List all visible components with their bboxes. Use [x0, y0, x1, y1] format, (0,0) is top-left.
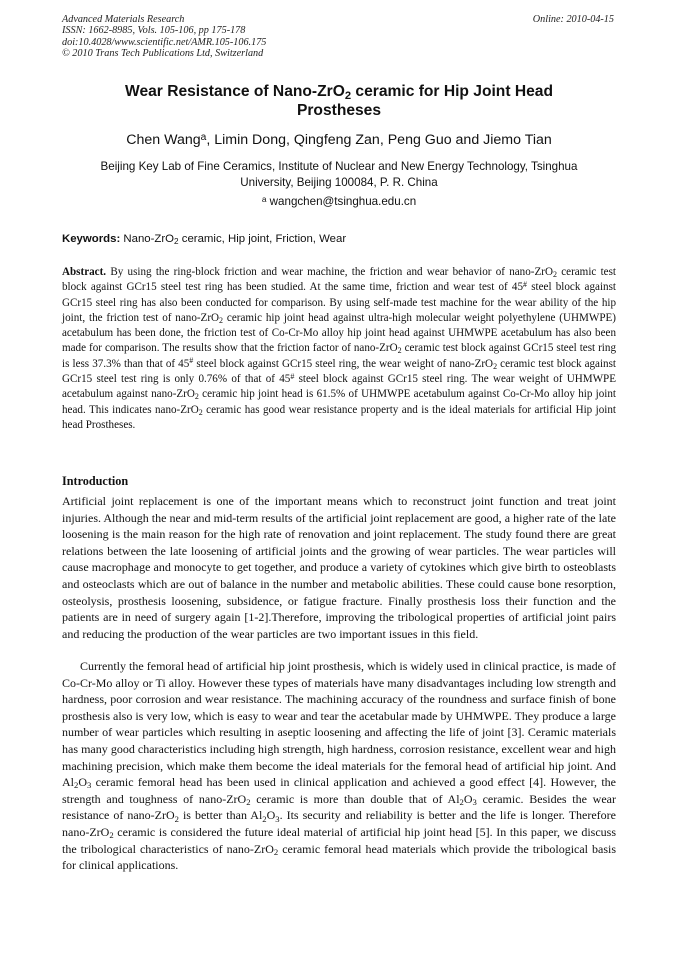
keywords [62, 232, 616, 247]
author-name: Chen Wang [126, 132, 201, 148]
subscript: 2 [493, 361, 498, 371]
abstract-text: ceramic has good wear resistance property and is the ideal materials for artificial Hip joint head Prostheses. [62, 403, 616, 431]
author-superscript: a [200, 131, 207, 143]
abstract [62, 265, 616, 433]
abstract-text: ceramic test block against GCr15 steel test ring is less 37.3% than that of 45 [62, 342, 616, 370]
subscript: 2 [459, 796, 464, 807]
paragraph-text: O [463, 791, 473, 806]
subscript: 3 [472, 796, 477, 807]
paragraph-text: ceramic is more than double that of Al [250, 791, 460, 806]
subscript: 3 [86, 780, 92, 791]
affiliation-line: University, Beijing 100084, P. R. China [240, 175, 438, 189]
subscript: 2 [262, 813, 267, 824]
paragraph-text: ceramic femoral head has been used in clinical application and achieved a good effect [4]. However, the strength and toughness of nano-ZrO [62, 775, 616, 806]
title-text: Wear Resistance of Nano-ZrO [125, 83, 345, 100]
online-date: Online: 2010-04-15 [532, 14, 614, 25]
author-list [62, 131, 616, 149]
subscript: 2 [397, 346, 402, 356]
abstract-text: ceramic test block against GCr15 steel test ring is only 0.76% of that of 45 [62, 357, 616, 386]
paragraph-text: Currently the femoral head of artificial hip joint prosthesis, which is widely used in clinical practice, is made of Co-Cr-Mo alloy or Ti alloy. However these types of materials have many disadvantages including low strength and hardness, poor corrosion and wear resistance. The machining accuracy of the roundness and surface finish of bone prosthesis also is very low, which is easy to wear and tear the acetabular made by UHMWPE. They produce a large number of wear particles which resulting in aseptic loosening and affecting the life of joint [3]. Ceramic materials has many good characteristics including high strength, high hardness, corrosion resistance, excellent wear and high machining precision, which make them become the ideal materials for the femoral head of artificial hip joint. And Al [62, 659, 616, 790]
abstract-text: steel block against GCr15 steel ring. The wear weight of UHMWPE acetabulum against nano-ZrO [62, 373, 616, 401]
affiliation-line: Beijing Key Lab of Fine Ceramics, Institute of Nuclear and New Energy Technology, Tsinghua [100, 160, 578, 173]
superscript: # [189, 356, 194, 366]
paper-title [62, 82, 616, 120]
subscript: 2 [174, 813, 179, 824]
issn-line: ISSN: 1662-8985, Vols. 105-106, pp 175-178 [62, 25, 246, 37]
superscript: # [523, 279, 528, 289]
subscript: 2 [109, 830, 114, 841]
paragraph-text: ceramic femoral head materials which provide the tribological basis for clinical applications. [62, 841, 617, 873]
paragraph-text: ceramic is considered the future ideal material of artificial hip joint head [5]. In this paper, we discuss the tribological characteristics of nano-ZrO [62, 824, 616, 856]
title-text: ceramic for Hip Joint Head [351, 83, 553, 100]
subscript: 2 [194, 392, 199, 402]
paragraph-text: O [266, 808, 276, 823]
copyright-line: © 2010 Trans Tech Publications Ltd, Switzerland [62, 48, 264, 60]
paragraph-text: . Its security and reliability is better and the life is longer. Therefore nano-ZrO [62, 808, 616, 839]
abstract-text: ceramic test block against GCr15 steel test ring has been studied. At the same time, friction and wear test of 45 [62, 266, 616, 294]
abstract-text: ceramic hip joint head against ultra-high molecular weight polyethylene (UHMWPE) acetabulum has been done, the friction test of Co-Cr-Mo alloy hip joint head against UHMWPE acetabulum has also been made for comparison. The results show that the friction factor of nano-ZrO [62, 311, 616, 355]
section-heading: Introduction [62, 474, 129, 488]
abstract-text: steel block against GCr15 steel ring has also been conducted for comparison. By using self-made test machine for the wear ability of the hip joint, the friction test of nano-ZrO [62, 281, 616, 324]
journal-name: Advanced Materials Research [62, 14, 185, 25]
title-text: Prostheses [296, 102, 382, 119]
intro-paragraph [62, 658, 616, 874]
keywords-subscript: 2 [174, 237, 179, 247]
email-superscript: a [261, 193, 267, 204]
email-address: wangchen@tsinghua.edu.cn [266, 195, 417, 208]
paragraph-text: ceramic. Besides the wear resistance of nano-ZrO [62, 791, 616, 823]
email-line [62, 194, 616, 209]
subscript: 2 [552, 269, 557, 279]
abstract-text: By using the ring-block friction and wear machine, the friction and wear behavior of nano-ZrO [106, 266, 553, 278]
superscript: # [290, 371, 295, 381]
subscript: 2 [246, 796, 251, 807]
affiliation [62, 159, 616, 190]
subscript: 2 [219, 315, 224, 325]
subscript: 2 [273, 846, 279, 857]
subscript: 3 [275, 813, 280, 824]
abstract-label: Abstract. [62, 266, 107, 278]
journal-header [62, 14, 266, 60]
abstract-text: steel block against GCr15 steel ring, the wear weight of nano-ZrO [193, 357, 494, 370]
intro-paragraph: Artificial joint replacement is one of the important means which to reconstruct joint function and treat joint injuries. Although the near and mid-term results of the artificial joint replacement are good, a higher rate of the late loosening is the main reason for the high rate of renovation and joint replacement. The study found there are great relations between the late loosening of artificial joints and the growing of wear particles. The wear particles will cause macrophage and monocyte to get together, and produce a variety of cytokines which give birth to osteoblasts and osteoclasts which are out of balance in the number and metabolic abilities. These could cause bone resorption, osteolysis, prosthesis loosening, subsidence, or fatigue fracture. Finally prosthesis loss their function and the patients are in need of surgery again [1-2].Therefore, improving the tribological properties of artificial joint pairs and reducing the production of the wear particles are two important issues in this field. [62, 494, 616, 641]
paragraph-text: O [78, 775, 87, 790]
author-names: , Limin Dong, Qingfeng Zan, Peng Guo and Jiemo Tian [206, 132, 552, 148]
keywords-text: ceramic, Hip joint, Friction, Wear [178, 233, 347, 245]
abstract-text: ceramic hip joint head is 61.5% of UHMWPE acetabulum against Co-Cr-Mo alloy hip joint head. This indicates nano-ZrO [62, 388, 617, 416]
subscript: 2 [198, 407, 203, 417]
keywords-text: Nano-ZrO [120, 233, 175, 245]
title-subscript: 2 [344, 89, 352, 102]
subscript: 2 [74, 780, 79, 791]
doi-line: doi:10.4028/www.scientific.net/AMR.105-106.175 [62, 36, 267, 48]
paragraph-text: is better than Al [178, 808, 263, 823]
keywords-label: Keywords: [62, 233, 121, 245]
